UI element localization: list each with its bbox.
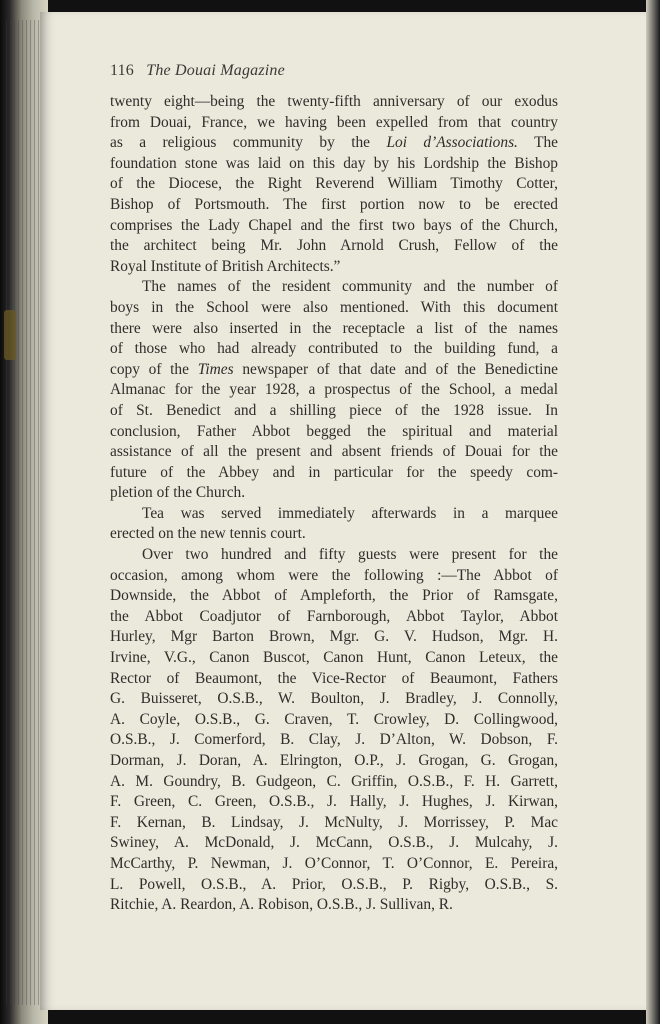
text-line — [110, 689, 558, 710]
text-run: future of the Abbey and in particular for the speedy com- — [110, 463, 558, 481]
text-line — [110, 277, 558, 298]
text-line — [110, 422, 558, 443]
text-run: Downside, the Abbot of Ampleforth, the Prior of Ramsgate, — [110, 587, 558, 605]
text-run: of St. Benedict and a shilling piece of the 1928 issue. In — [110, 401, 558, 419]
italic-text: Times — [197, 360, 234, 378]
paragraph — [110, 277, 558, 504]
text-run: Royal Institute of British Architects.” — [110, 257, 341, 275]
text-run: occasion, among whom were the following :—The Abbot of — [110, 566, 558, 584]
text-run: erected on the new tennis court. — [110, 525, 306, 543]
text-run: F. Green, C. Green, O.S.B., J. Hally, J. Hughes, J. Kirwan, — [110, 793, 558, 811]
text-run: Hurley, Mgr Barton Brown, Mgr. G. V. Hudson, Mgr. H. — [110, 628, 558, 646]
text-line — [110, 442, 558, 463]
paragraph — [110, 92, 558, 277]
text-run: A. M. Goundry, B. Gudgeon, C. Griffin, O.S.B., F. H. Garrett, — [110, 772, 558, 790]
text-run: copy of the — [110, 360, 198, 378]
text-run: comprises the Lady Chapel and the first two bays of the Church, — [110, 216, 558, 234]
edge-stain — [4, 310, 16, 360]
text-run: newspaper of that date and of the Benedictine — [233, 360, 558, 378]
text-run: The names of the resident community and the number of — [142, 278, 558, 296]
text-line — [110, 854, 558, 875]
text-line — [110, 545, 558, 566]
text-run: McCarthy, P. Newman, J. O’Connor, T. O’Connor, E. Pereira, — [110, 854, 558, 872]
running-title: The Douai Magazine — [146, 62, 285, 79]
text-run: there were also inserted in the receptacle a list of the names — [110, 319, 558, 337]
text-run: conclusion, Father Abbot begged the spiritual and material — [110, 422, 558, 440]
text-line — [110, 401, 558, 422]
text-run: Ritchie, A. Reardon, A. Robison, O.S.B., J. Sullivan, R. — [110, 896, 453, 914]
text-line — [110, 154, 558, 175]
text-line — [110, 504, 558, 525]
text-line — [110, 648, 558, 669]
text-run: Tea was served immediately afterwards in a marquee — [142, 504, 558, 522]
text-run: as a religious community by the — [110, 134, 387, 152]
text-run: G. Buisseret, O.S.B., W. Boulton, J. Bradley, J. Connolly, — [110, 690, 558, 708]
text-run: O.S.B., J. Comerford, B. Clay, J. D’Alton, W. Dobson, F. — [110, 731, 558, 749]
text-line — [110, 669, 558, 690]
text-run: foundation stone was laid on this day by his Lordship the Bishop — [110, 154, 558, 172]
paragraph — [110, 545, 558, 916]
text-run: the Abbot Coadjutor of Farnborough, Abbot Taylor, Abbot — [110, 607, 558, 625]
text-line — [110, 875, 558, 896]
text-line — [110, 524, 558, 545]
text-line — [110, 772, 558, 793]
text-run: The — [517, 134, 558, 152]
text-run: A. Coyle, O.S.B., G. Craven, T. Crowley, D. Collingwood, — [110, 710, 558, 728]
text-line — [110, 360, 558, 381]
text-line — [110, 195, 558, 216]
text-run: twenty eight—being the twenty-fifth anniversary of our exodus — [110, 93, 558, 110]
page-number: 116 — [110, 62, 135, 79]
text-run: Irvine, V.G., Canon Buscot, Canon Hunt, Canon Leteux, the — [110, 649, 558, 667]
right-page-edge — [646, 0, 660, 1024]
text-line — [110, 483, 558, 504]
paragraph — [110, 504, 558, 545]
text-run: from Douai, France, we having been expelled from that country — [110, 113, 558, 131]
text-line — [110, 133, 558, 154]
text-line — [110, 92, 558, 113]
text-line — [110, 216, 558, 237]
text-run: L. Powell, O.S.B., A. Prior, O.S.B., P. Rigby, O.S.B., S. — [110, 875, 558, 893]
text-line — [110, 113, 558, 134]
text-run: F. Kernan, B. Lindsay, J. McNulty, J. Morrissey, P. Mac — [110, 813, 558, 831]
running-header — [110, 62, 285, 80]
page-edge-lines — [6, 20, 42, 1005]
text-line — [110, 607, 558, 628]
text-line — [110, 627, 558, 648]
text-run: boys in the School were also mentioned. With this document — [110, 298, 558, 316]
text-line — [110, 586, 558, 607]
text-run: pletion of the Church. — [110, 484, 246, 502]
body-text — [110, 92, 558, 916]
text-run: Swiney, A. McDonald, J. McCann, O.S.B., J. Mulcahy, J. — [110, 834, 558, 852]
text-line — [110, 566, 558, 587]
text-run: the architect being Mr. John Arnold Crush, Fellow of the — [110, 237, 558, 255]
text-line — [110, 730, 558, 751]
text-run: Almanac for the year 1928, a prospectus of the School, a medal — [110, 381, 558, 399]
text-run: Rector of Beaumont, the Vice-Rector of Beaumont, Fathers — [110, 669, 558, 687]
text-line — [110, 751, 558, 772]
text-run: Dorman, J. Doran, A. Elrington, O.P., J. Grogan, G. Grogan, — [110, 752, 558, 769]
text-line — [110, 257, 558, 278]
italic-text: Loi d’Associations. — [386, 134, 518, 152]
text-run: of the Diocese, the Right Reverend William Timothy Cotter, — [110, 175, 558, 193]
text-line — [110, 895, 558, 916]
text-line — [110, 833, 558, 854]
text-line — [110, 813, 558, 834]
text-line — [110, 319, 558, 340]
text-run: Bishop of Portsmouth. The first portion now to be erected — [110, 195, 558, 213]
text-line — [110, 380, 558, 401]
text-line — [110, 298, 558, 319]
text-line — [110, 463, 558, 484]
text-line — [110, 792, 558, 813]
text-run: Over two hundred and fifty guests were present for the — [142, 546, 558, 564]
text-line — [110, 236, 558, 257]
text-run: assistance of all the present and absent friends of Douai for the — [110, 443, 558, 461]
text-run: of those who had already contributed to the building fund, a — [110, 340, 558, 358]
text-line — [110, 710, 558, 731]
text-line — [110, 339, 558, 360]
text-line — [110, 174, 558, 195]
